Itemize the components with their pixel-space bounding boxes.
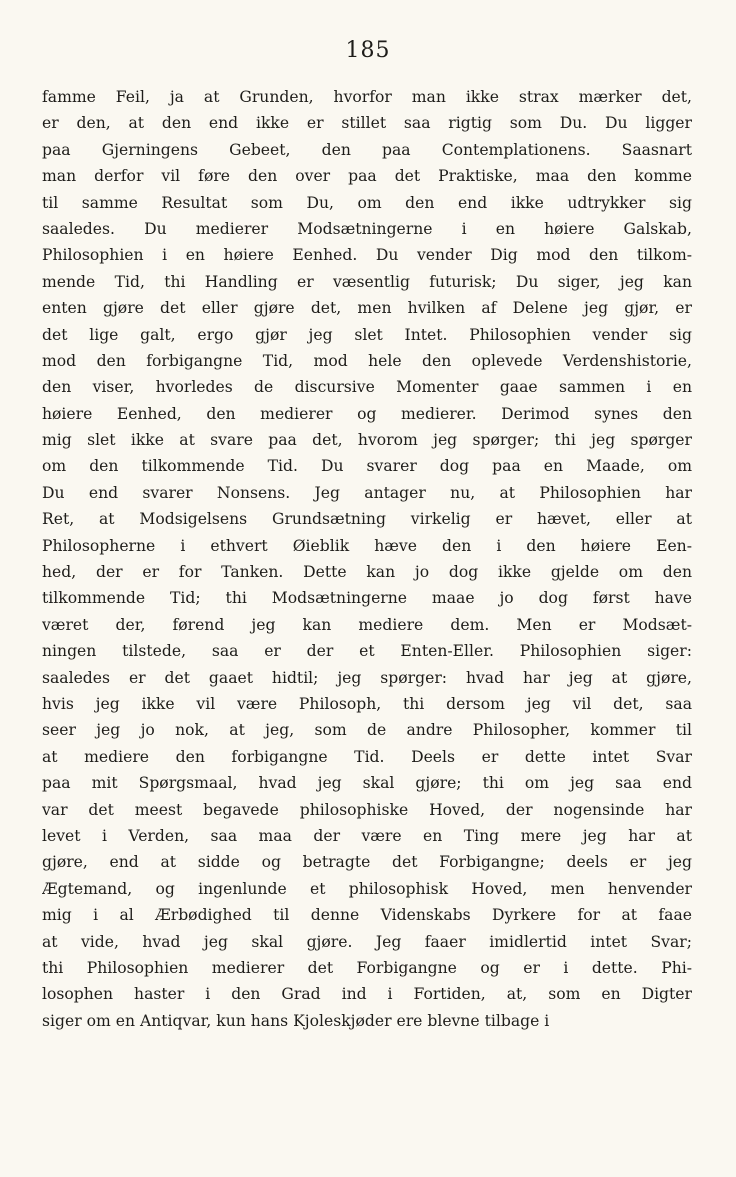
text-line: thi Philosophien medierer det Forbigangne og er i dette. Phi- <box>42 958 692 977</box>
text-line: om den tilkommende Tid. Du svarer dog paa en Maade, om <box>42 457 692 476</box>
text-line: siger om en Antiqvar, kun hans Kjoleskjøder ere blevne tilbage i <box>42 1011 550 1030</box>
text-line: hvis jeg ikke vil være Philosoph, thi dersom jeg vil det, saa <box>42 694 692 713</box>
text-line: Du end svarer Nonsens. Jeg antager nu, at Philosophien har <box>42 483 692 502</box>
text-line: saaledes. Du medierer Modsætningerne i en høiere Galskab, <box>42 219 692 238</box>
text-line: det lige galt, ergo gjør jeg slet Intet. Philosophien vender sig <box>42 325 692 344</box>
text-line: hed, der er for Tanken. Dette kan jo dog ikke gjelde om den <box>42 563 692 582</box>
text-line: den viser, hvorledes de discursive Momenter gaae sammen i en <box>42 378 692 397</box>
text-line: levet i Verden, saa maa der være en Ting mere jeg har at <box>42 826 692 845</box>
text-line: seer jeg jo nok, at jeg, som de andre Philosopher, kommer til <box>42 721 692 740</box>
text-line: Philosopherne i ethvert Øieblik hæve den i den høiere Een- <box>42 536 692 555</box>
text-line: saaledes er det gaaet hidtil; jeg spørger: hvad har jeg at gjøre, <box>42 668 692 687</box>
text-line: var det meest begavede philosophiske Hoved, der nogensinde har <box>42 800 692 819</box>
text-line: tilkommende Tid; thi Modsætningerne maae jo dog først have <box>42 589 692 608</box>
text-line: at mediere den forbigangne Tid. Deels er dette intet Svar <box>42 747 692 766</box>
text-line: er den, at den end ikke er stillet saa rigtig som Du. Du ligger <box>42 114 692 133</box>
text-line: Ret, at Modsigelsens Grundsætning virkelig er hævet, eller at <box>42 510 692 529</box>
text-line: mig i al Ærbødighed til denne Videnskabs Dyrkere for at faae <box>42 906 692 925</box>
text-line: famme Feil, ja at Grunden, hvorfor man ikke strax mærker det, <box>42 88 692 106</box>
text-line: til samme Resultat som Du, om den end ikke udtrykker sig <box>42 193 692 212</box>
text-line: mende Tid, thi Handling er væsentlig futurisk; Du siger, jeg kan <box>42 272 692 291</box>
text-line: at vide, hvad jeg skal gjøre. Jeg faaer imidlertid intet Svar; <box>42 932 692 951</box>
body-text <box>42 84 692 1034</box>
text-line: man derfor vil føre den over paa det Praktiske, maa den komme <box>42 167 692 186</box>
text-line: været der, førend jeg kan mediere dem. Men er Modsæt- <box>42 615 692 634</box>
text-line: losophen haster i den Grad ind i Fortiden, at, som en Digter <box>42 985 692 1004</box>
text-line: mod den forbigangne Tid, mod hele den oplevede Verdenshistorie, <box>42 351 692 370</box>
text-line: enten gjøre det eller gjøre det, men hvilken af Delene jeg gjør, er <box>42 299 692 318</box>
text-line: Ægtemand, og ingenlunde et philosophisk Hoved, men henvender <box>42 879 692 898</box>
page-number: 185 <box>345 38 391 63</box>
text-line: Philosophien i en høiere Eenhed. Du vender Dig mod den tilkom- <box>42 246 692 265</box>
text-line: paa mit Spørgsmaal, hvad jeg skal gjøre; thi om jeg saa end <box>42 774 692 793</box>
text-line: mig slet ikke at svare paa det, hvorom jeg spørger; thi jeg spørger <box>42 431 692 450</box>
text-line: høiere Eenhed, den medierer og medierer. Derimod synes den <box>42 404 692 423</box>
text-line: paa Gjerningens Gebeet, den paa Contemplationens. Saasnart <box>42 140 692 159</box>
text-line: gjøre, end at sidde og betragte det Forbigangne; deels er jeg <box>42 853 692 872</box>
text-line: ningen tilstede, saa er der et Enten-Eller. Philosophien siger: <box>42 642 692 661</box>
